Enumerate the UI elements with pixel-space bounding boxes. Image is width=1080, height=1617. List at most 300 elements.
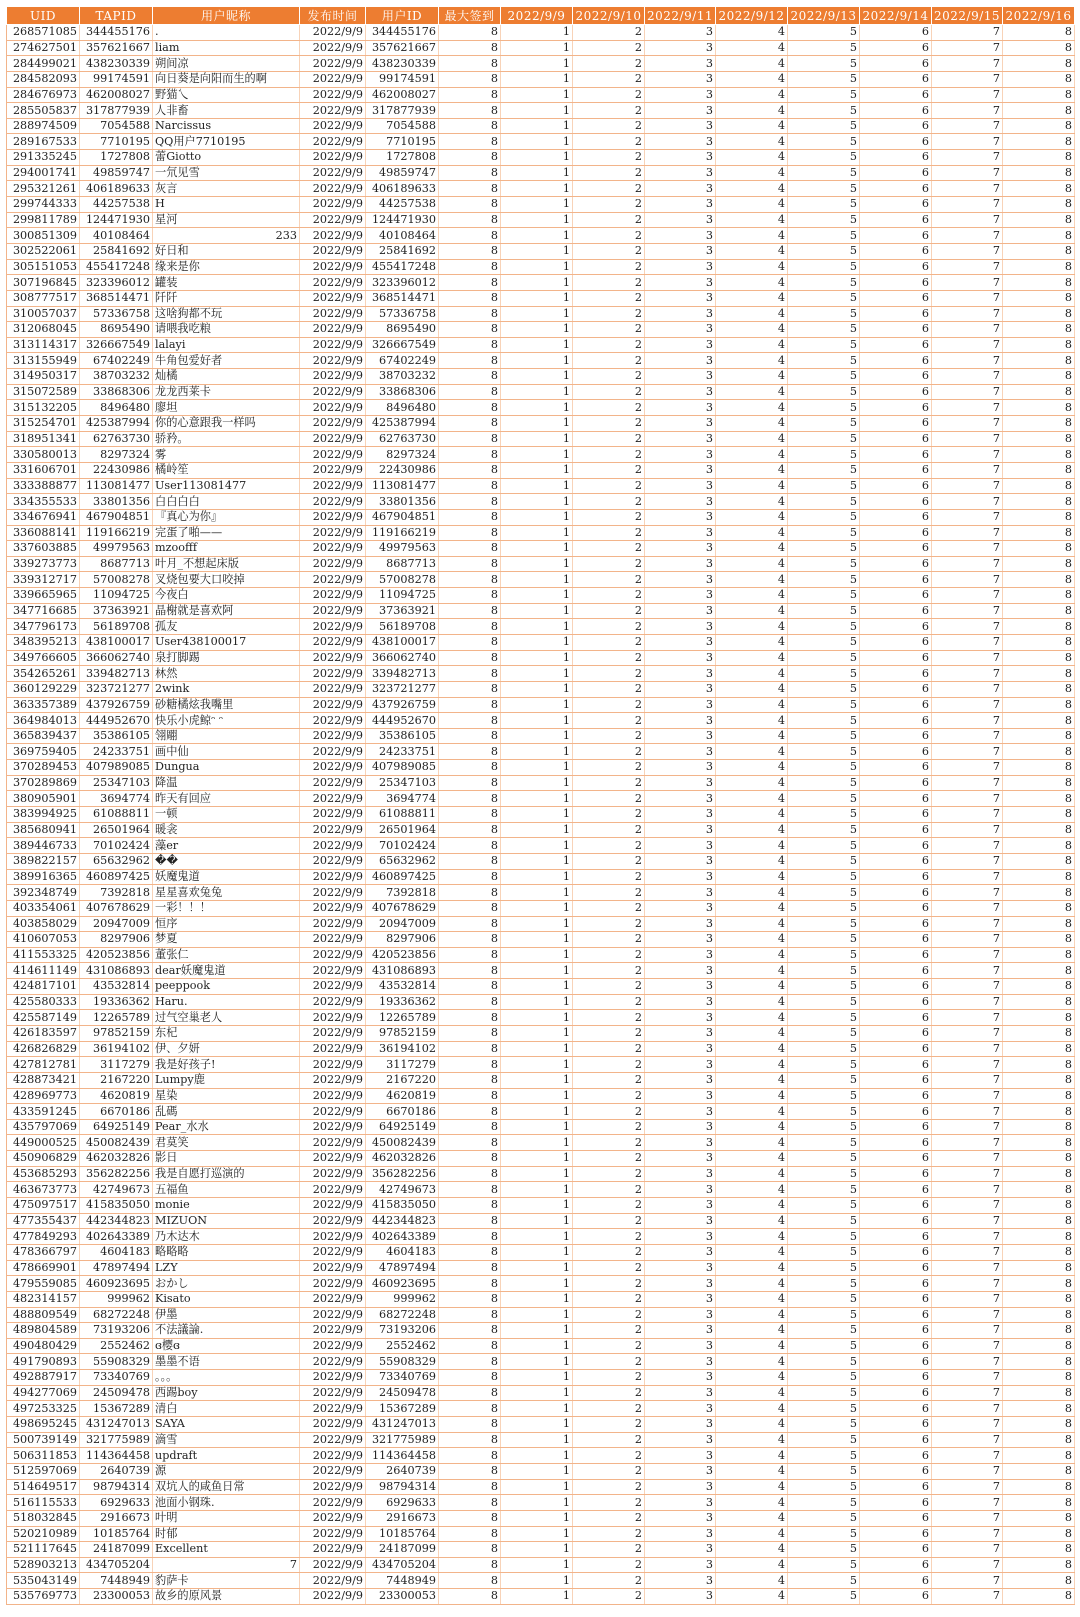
nickname-cell[interactable]: 暖衾 (153, 822, 300, 838)
day-checkin-cell[interactable]: 2 (573, 541, 645, 557)
day-checkin-cell[interactable]: 2 (573, 431, 645, 447)
max-checkin-cell[interactable]: 8 (439, 541, 501, 557)
tapid-cell[interactable]: 356282256 (80, 1166, 153, 1182)
tapid-cell[interactable]: 42749673 (80, 1182, 153, 1198)
publish-date-cell[interactable]: 2022/9/9 (300, 994, 366, 1010)
user-id-cell[interactable]: 35386105 (366, 728, 439, 744)
day-checkin-cell[interactable]: 4 (716, 1448, 788, 1464)
day-checkin-cell[interactable]: 7 (932, 447, 1003, 463)
day-checkin-cell[interactable]: 1 (501, 1432, 573, 1448)
day-checkin-cell[interactable]: 6 (860, 525, 932, 541)
day-checkin-cell[interactable]: 1 (501, 134, 573, 150)
day-checkin-cell[interactable]: 8 (1003, 478, 1075, 494)
uid-cell[interactable]: 492887917 (7, 1370, 80, 1386)
max-checkin-cell[interactable]: 8 (439, 744, 501, 760)
day-checkin-cell[interactable]: 2 (573, 1323, 645, 1339)
day-checkin-cell[interactable]: 2 (573, 306, 645, 322)
day-checkin-cell[interactable]: 1 (501, 1323, 573, 1339)
day-checkin-cell[interactable]: 4 (716, 963, 788, 979)
day-checkin-cell[interactable]: 3 (645, 1463, 716, 1479)
uid-cell[interactable]: 410607053 (7, 932, 80, 948)
tapid-cell[interactable]: 7710195 (80, 134, 153, 150)
day-checkin-cell[interactable]: 3 (645, 838, 716, 854)
nickname-cell[interactable]: 一彩！！！ (153, 900, 300, 916)
day-checkin-cell[interactable]: 2 (573, 150, 645, 166)
nickname-cell[interactable]: 灰言 (153, 181, 300, 197)
tapid-cell[interactable]: 6929633 (80, 1495, 153, 1511)
day-checkin-cell[interactable]: 7 (932, 697, 1003, 713)
day-checkin-cell[interactable]: 2 (573, 1041, 645, 1057)
user-id-cell[interactable]: 33801356 (366, 494, 439, 510)
day-checkin-cell[interactable]: 5 (788, 509, 860, 525)
uid-cell[interactable]: 364984013 (7, 713, 80, 729)
tapid-cell[interactable]: 999962 (80, 1291, 153, 1307)
day-checkin-cell[interactable]: 8 (1003, 963, 1075, 979)
day-checkin-cell[interactable]: 4 (716, 1510, 788, 1526)
day-checkin-cell[interactable]: 3 (645, 619, 716, 635)
day-checkin-cell[interactable]: 2 (573, 353, 645, 369)
tapid-cell[interactable]: 8687713 (80, 556, 153, 572)
day-checkin-cell[interactable]: 6 (860, 1119, 932, 1135)
column-header[interactable]: 用户昵称 (153, 7, 300, 25)
day-checkin-cell[interactable]: 2 (573, 932, 645, 948)
day-checkin-cell[interactable]: 6 (860, 1151, 932, 1167)
day-checkin-cell[interactable]: 1 (501, 1510, 573, 1526)
publish-date-cell[interactable]: 2022/9/9 (300, 447, 366, 463)
max-checkin-cell[interactable]: 8 (439, 979, 501, 995)
day-checkin-cell[interactable]: 3 (645, 1213, 716, 1229)
day-checkin-cell[interactable]: 4 (716, 243, 788, 259)
day-checkin-cell[interactable]: 6 (860, 1244, 932, 1260)
day-checkin-cell[interactable]: 5 (788, 1463, 860, 1479)
user-id-cell[interactable]: 462008027 (366, 87, 439, 103)
day-checkin-cell[interactable]: 8 (1003, 634, 1075, 650)
day-checkin-cell[interactable]: 6 (860, 838, 932, 854)
day-checkin-cell[interactable]: 5 (788, 728, 860, 744)
publish-date-cell[interactable]: 2022/9/9 (300, 353, 366, 369)
day-checkin-cell[interactable]: 1 (501, 1479, 573, 1495)
day-checkin-cell[interactable]: 6 (860, 1166, 932, 1182)
day-checkin-cell[interactable]: 8 (1003, 87, 1075, 103)
day-checkin-cell[interactable]: 2 (573, 1354, 645, 1370)
day-checkin-cell[interactable]: 6 (860, 900, 932, 916)
tapid-cell[interactable]: 406189633 (80, 181, 153, 197)
day-checkin-cell[interactable]: 7 (932, 1244, 1003, 1260)
max-checkin-cell[interactable]: 8 (439, 1276, 501, 1292)
publish-date-cell[interactable]: 2022/9/9 (300, 697, 366, 713)
day-checkin-cell[interactable]: 2 (573, 369, 645, 385)
day-checkin-cell[interactable]: 7 (932, 760, 1003, 776)
day-checkin-cell[interactable]: 3 (645, 900, 716, 916)
day-checkin-cell[interactable]: 5 (788, 603, 860, 619)
day-checkin-cell[interactable]: 7 (932, 1526, 1003, 1542)
nickname-cell[interactable]: 时郁 (153, 1526, 300, 1542)
day-checkin-cell[interactable]: 1 (501, 869, 573, 885)
day-checkin-cell[interactable]: 2 (573, 760, 645, 776)
day-checkin-cell[interactable]: 8 (1003, 1510, 1075, 1526)
user-id-cell[interactable]: 47897494 (366, 1260, 439, 1276)
day-checkin-cell[interactable]: 4 (716, 1010, 788, 1026)
day-checkin-cell[interactable]: 2 (573, 1119, 645, 1135)
nickname-cell[interactable]: 叶明 (153, 1510, 300, 1526)
max-checkin-cell[interactable]: 8 (439, 1432, 501, 1448)
day-checkin-cell[interactable]: 5 (788, 1479, 860, 1495)
max-checkin-cell[interactable]: 8 (439, 165, 501, 181)
day-checkin-cell[interactable]: 8 (1003, 1260, 1075, 1276)
max-checkin-cell[interactable]: 8 (439, 963, 501, 979)
tapid-cell[interactable]: 462008027 (80, 87, 153, 103)
tapid-cell[interactable]: 40108464 (80, 228, 153, 244)
day-checkin-cell[interactable]: 3 (645, 40, 716, 56)
day-checkin-cell[interactable]: 2 (573, 197, 645, 213)
day-checkin-cell[interactable]: 1 (501, 807, 573, 823)
publish-date-cell[interactable]: 2022/9/9 (300, 853, 366, 869)
max-checkin-cell[interactable]: 8 (439, 947, 501, 963)
day-checkin-cell[interactable]: 5 (788, 588, 860, 604)
user-id-cell[interactable]: 2167220 (366, 1072, 439, 1088)
day-checkin-cell[interactable]: 5 (788, 322, 860, 338)
day-checkin-cell[interactable]: 3 (645, 1557, 716, 1573)
nickname-cell[interactable]: peeppook (153, 979, 300, 995)
day-checkin-cell[interactable]: 3 (645, 979, 716, 995)
uid-cell[interactable]: 514649517 (7, 1479, 80, 1495)
day-checkin-cell[interactable]: 2 (573, 900, 645, 916)
nickname-cell[interactable]: 我是自愿打巡演的 (153, 1166, 300, 1182)
day-checkin-cell[interactable]: 7 (932, 290, 1003, 306)
nickname-cell[interactable]: 骄矜。 (153, 431, 300, 447)
user-id-cell[interactable]: 402643389 (366, 1229, 439, 1245)
day-checkin-cell[interactable]: 3 (645, 118, 716, 134)
tapid-cell[interactable]: 70102424 (80, 838, 153, 854)
publish-date-cell[interactable]: 2022/9/9 (300, 1276, 366, 1292)
nickname-cell[interactable]: 请喂我吃粮 (153, 322, 300, 338)
day-checkin-cell[interactable]: 6 (860, 1198, 932, 1214)
day-checkin-cell[interactable]: 4 (716, 322, 788, 338)
day-checkin-cell[interactable]: 7 (932, 1589, 1003, 1605)
day-checkin-cell[interactable]: 6 (860, 1338, 932, 1354)
day-checkin-cell[interactable]: 6 (860, 1432, 932, 1448)
day-checkin-cell[interactable]: 1 (501, 384, 573, 400)
day-checkin-cell[interactable]: 5 (788, 1135, 860, 1151)
day-checkin-cell[interactable]: 8 (1003, 572, 1075, 588)
tapid-cell[interactable]: 62763730 (80, 431, 153, 447)
uid-cell[interactable]: 318951341 (7, 431, 80, 447)
user-id-cell[interactable]: 23300053 (366, 1589, 439, 1605)
day-checkin-cell[interactable]: 5 (788, 994, 860, 1010)
column-header[interactable]: 发布时间 (300, 7, 366, 25)
day-checkin-cell[interactable]: 3 (645, 1510, 716, 1526)
day-checkin-cell[interactable]: 4 (716, 1135, 788, 1151)
day-checkin-cell[interactable]: 8 (1003, 1119, 1075, 1135)
max-checkin-cell[interactable]: 8 (439, 1338, 501, 1354)
uid-cell[interactable]: 305151053 (7, 259, 80, 275)
day-checkin-cell[interactable]: 7 (932, 588, 1003, 604)
day-checkin-cell[interactable]: 4 (716, 134, 788, 150)
user-id-cell[interactable]: 7054588 (366, 118, 439, 134)
user-id-cell[interactable]: 114364458 (366, 1448, 439, 1464)
tapid-cell[interactable]: 43532814 (80, 979, 153, 995)
day-checkin-cell[interactable]: 1 (501, 103, 573, 119)
day-checkin-cell[interactable]: 3 (645, 760, 716, 776)
day-checkin-cell[interactable]: 6 (860, 103, 932, 119)
publish-date-cell[interactable]: 2022/9/9 (300, 1229, 366, 1245)
day-checkin-cell[interactable]: 8 (1003, 775, 1075, 791)
publish-date-cell[interactable]: 2022/9/9 (300, 181, 366, 197)
day-checkin-cell[interactable]: 3 (645, 1135, 716, 1151)
day-checkin-cell[interactable]: 2 (573, 619, 645, 635)
tapid-cell[interactable]: 20947009 (80, 916, 153, 932)
uid-cell[interactable]: 528903213 (7, 1557, 80, 1573)
day-checkin-cell[interactable]: 2 (573, 744, 645, 760)
day-checkin-cell[interactable]: 5 (788, 431, 860, 447)
tapid-cell[interactable]: 6670186 (80, 1104, 153, 1120)
day-checkin-cell[interactable]: 7 (932, 40, 1003, 56)
uid-cell[interactable]: 424817101 (7, 979, 80, 995)
day-checkin-cell[interactable]: 7 (932, 1432, 1003, 1448)
user-id-cell[interactable]: 113081477 (366, 478, 439, 494)
day-checkin-cell[interactable]: 3 (645, 1354, 716, 1370)
publish-date-cell[interactable]: 2022/9/9 (300, 1495, 366, 1511)
day-checkin-cell[interactable]: 3 (645, 853, 716, 869)
day-checkin-cell[interactable]: 7 (932, 1354, 1003, 1370)
nickname-cell[interactable]: 清白 (153, 1401, 300, 1417)
day-checkin-cell[interactable]: 8 (1003, 1276, 1075, 1292)
day-checkin-cell[interactable]: 6 (860, 713, 932, 729)
day-checkin-cell[interactable]: 3 (645, 932, 716, 948)
day-checkin-cell[interactable]: 6 (860, 1463, 932, 1479)
user-id-cell[interactable]: 25841692 (366, 243, 439, 259)
day-checkin-cell[interactable]: 2 (573, 525, 645, 541)
day-checkin-cell[interactable]: 8 (1003, 181, 1075, 197)
publish-date-cell[interactable]: 2022/9/9 (300, 603, 366, 619)
day-checkin-cell[interactable]: 5 (788, 697, 860, 713)
uid-cell[interactable]: 347716685 (7, 603, 80, 619)
uid-cell[interactable]: 433591245 (7, 1104, 80, 1120)
day-checkin-cell[interactable]: 4 (716, 932, 788, 948)
day-checkin-cell[interactable]: 2 (573, 1573, 645, 1589)
day-checkin-cell[interactable]: 2 (573, 947, 645, 963)
day-checkin-cell[interactable]: 5 (788, 1229, 860, 1245)
day-checkin-cell[interactable]: 8 (1003, 807, 1075, 823)
max-checkin-cell[interactable]: 8 (439, 384, 501, 400)
day-checkin-cell[interactable]: 2 (573, 275, 645, 291)
day-checkin-cell[interactable]: 2 (573, 603, 645, 619)
uid-cell[interactable]: 488809549 (7, 1307, 80, 1323)
day-checkin-cell[interactable]: 6 (860, 1323, 932, 1339)
uid-cell[interactable]: 403858029 (7, 916, 80, 932)
day-checkin-cell[interactable]: 3 (645, 1244, 716, 1260)
user-id-cell[interactable]: 455417248 (366, 259, 439, 275)
day-checkin-cell[interactable]: 4 (716, 337, 788, 353)
uid-cell[interactable]: 337603885 (7, 541, 80, 557)
day-checkin-cell[interactable]: 2 (573, 588, 645, 604)
nickname-cell[interactable]: updraft (153, 1448, 300, 1464)
day-checkin-cell[interactable]: 5 (788, 525, 860, 541)
nickname-cell[interactable]: 我是好孩子! (153, 1057, 300, 1073)
max-checkin-cell[interactable]: 8 (439, 1260, 501, 1276)
max-checkin-cell[interactable]: 8 (439, 1573, 501, 1589)
user-id-cell[interactable]: 438100017 (366, 634, 439, 650)
day-checkin-cell[interactable]: 3 (645, 588, 716, 604)
day-checkin-cell[interactable]: 2 (573, 71, 645, 87)
uid-cell[interactable]: 369759405 (7, 744, 80, 760)
day-checkin-cell[interactable]: 7 (932, 212, 1003, 228)
user-id-cell[interactable]: 98794314 (366, 1479, 439, 1495)
nickname-cell[interactable]: 雾 (153, 447, 300, 463)
uid-cell[interactable]: 284582093 (7, 71, 80, 87)
day-checkin-cell[interactable]: 2 (573, 1370, 645, 1386)
max-checkin-cell[interactable]: 8 (439, 869, 501, 885)
day-checkin-cell[interactable]: 1 (501, 212, 573, 228)
tapid-cell[interactable]: 425387994 (80, 416, 153, 432)
day-checkin-cell[interactable]: 8 (1003, 1589, 1075, 1605)
publish-date-cell[interactable]: 2022/9/9 (300, 134, 366, 150)
uid-cell[interactable]: 463673773 (7, 1182, 80, 1198)
day-checkin-cell[interactable]: 3 (645, 212, 716, 228)
day-checkin-cell[interactable]: 2 (573, 494, 645, 510)
day-checkin-cell[interactable]: 4 (716, 603, 788, 619)
tapid-cell[interactable]: 434705204 (80, 1557, 153, 1573)
max-checkin-cell[interactable]: 8 (439, 71, 501, 87)
day-checkin-cell[interactable]: 1 (501, 259, 573, 275)
day-checkin-cell[interactable]: 4 (716, 728, 788, 744)
publish-date-cell[interactable]: 2022/9/9 (300, 25, 366, 41)
day-checkin-cell[interactable]: 2 (573, 322, 645, 338)
day-checkin-cell[interactable]: 6 (860, 994, 932, 1010)
nickname-cell[interactable]: Excellent (153, 1542, 300, 1558)
nickname-cell[interactable]: 伊墨 (153, 1307, 300, 1323)
day-checkin-cell[interactable]: 1 (501, 994, 573, 1010)
day-checkin-cell[interactable]: 8 (1003, 916, 1075, 932)
publish-date-cell[interactable]: 2022/9/9 (300, 822, 366, 838)
day-checkin-cell[interactable]: 4 (716, 165, 788, 181)
nickname-cell[interactable]: 罐装 (153, 275, 300, 291)
day-checkin-cell[interactable]: 7 (932, 744, 1003, 760)
user-id-cell[interactable]: 357621667 (366, 40, 439, 56)
day-checkin-cell[interactable]: 2 (573, 1417, 645, 1433)
day-checkin-cell[interactable]: 7 (932, 1542, 1003, 1558)
day-checkin-cell[interactable]: 6 (860, 306, 932, 322)
uid-cell[interactable]: 428969773 (7, 1088, 80, 1104)
day-checkin-cell[interactable]: 7 (932, 400, 1003, 416)
day-checkin-cell[interactable]: 4 (716, 1182, 788, 1198)
day-checkin-cell[interactable]: 1 (501, 322, 573, 338)
nickname-cell[interactable]: QQ用户7710195 (153, 134, 300, 150)
day-checkin-cell[interactable]: 2 (573, 822, 645, 838)
max-checkin-cell[interactable]: 8 (439, 1448, 501, 1464)
day-checkin-cell[interactable]: 2 (573, 259, 645, 275)
day-checkin-cell[interactable]: 7 (932, 1291, 1003, 1307)
nickname-cell[interactable]: 星染 (153, 1088, 300, 1104)
column-header[interactable]: UID (7, 7, 80, 25)
day-checkin-cell[interactable]: 2 (573, 869, 645, 885)
day-checkin-cell[interactable]: 6 (860, 1057, 932, 1073)
day-checkin-cell[interactable]: 3 (645, 25, 716, 41)
tapid-cell[interactable]: 113081477 (80, 478, 153, 494)
day-checkin-cell[interactable]: 3 (645, 1026, 716, 1042)
tapid-cell[interactable]: 460923695 (80, 1276, 153, 1292)
day-checkin-cell[interactable]: 4 (716, 947, 788, 963)
tapid-cell[interactable]: 431247013 (80, 1417, 153, 1433)
day-checkin-cell[interactable]: 2 (573, 916, 645, 932)
day-checkin-cell[interactable]: 3 (645, 259, 716, 275)
uid-cell[interactable]: 491790893 (7, 1354, 80, 1370)
day-checkin-cell[interactable]: 8 (1003, 822, 1075, 838)
day-checkin-cell[interactable]: 7 (932, 494, 1003, 510)
day-checkin-cell[interactable]: 7 (932, 25, 1003, 41)
day-checkin-cell[interactable]: 4 (716, 807, 788, 823)
tapid-cell[interactable]: 366062740 (80, 650, 153, 666)
day-checkin-cell[interactable]: 5 (788, 56, 860, 72)
day-checkin-cell[interactable]: 2 (573, 775, 645, 791)
max-checkin-cell[interactable]: 8 (439, 1323, 501, 1339)
day-checkin-cell[interactable]: 2 (573, 681, 645, 697)
nickname-cell[interactable]: User113081477 (153, 478, 300, 494)
day-checkin-cell[interactable]: 6 (860, 181, 932, 197)
uid-cell[interactable]: 315132205 (7, 400, 80, 416)
uid-cell[interactable]: 334676941 (7, 509, 80, 525)
day-checkin-cell[interactable]: 3 (645, 1385, 716, 1401)
user-id-cell[interactable]: 2916673 (366, 1510, 439, 1526)
uid-cell[interactable]: 363357389 (7, 697, 80, 713)
day-checkin-cell[interactable]: 3 (645, 353, 716, 369)
day-checkin-cell[interactable]: 3 (645, 416, 716, 432)
publish-date-cell[interactable]: 2022/9/9 (300, 1463, 366, 1479)
nickname-cell[interactable]: SAYA (153, 1417, 300, 1433)
day-checkin-cell[interactable]: 3 (645, 1041, 716, 1057)
max-checkin-cell[interactable]: 8 (439, 838, 501, 854)
day-checkin-cell[interactable]: 1 (501, 1198, 573, 1214)
tapid-cell[interactable]: 368514471 (80, 290, 153, 306)
day-checkin-cell[interactable]: 8 (1003, 1213, 1075, 1229)
day-checkin-cell[interactable]: 4 (716, 56, 788, 72)
tapid-cell[interactable]: 8695490 (80, 322, 153, 338)
publish-date-cell[interactable]: 2022/9/9 (300, 885, 366, 901)
day-checkin-cell[interactable]: 4 (716, 290, 788, 306)
day-checkin-cell[interactable]: 2 (573, 56, 645, 72)
nickname-cell[interactable]: 伊、夕妍 (153, 1041, 300, 1057)
day-checkin-cell[interactable]: 4 (716, 1479, 788, 1495)
day-checkin-cell[interactable]: 3 (645, 963, 716, 979)
day-checkin-cell[interactable]: 1 (501, 947, 573, 963)
nickname-cell[interactable]: ɞ樱ɞ (153, 1338, 300, 1354)
publish-date-cell[interactable]: 2022/9/9 (300, 431, 366, 447)
day-checkin-cell[interactable]: 7 (932, 885, 1003, 901)
day-checkin-cell[interactable]: 4 (716, 400, 788, 416)
max-checkin-cell[interactable]: 8 (439, 1589, 501, 1605)
day-checkin-cell[interactable]: 1 (501, 1276, 573, 1292)
publish-date-cell[interactable]: 2022/9/9 (300, 947, 366, 963)
day-checkin-cell[interactable]: 6 (860, 1589, 932, 1605)
day-checkin-cell[interactable]: 5 (788, 462, 860, 478)
day-checkin-cell[interactable]: 3 (645, 634, 716, 650)
publish-date-cell[interactable]: 2022/9/9 (300, 760, 366, 776)
max-checkin-cell[interactable]: 8 (439, 1370, 501, 1386)
publish-date-cell[interactable]: 2022/9/9 (300, 1072, 366, 1088)
day-checkin-cell[interactable]: 5 (788, 400, 860, 416)
day-checkin-cell[interactable]: 3 (645, 228, 716, 244)
tapid-cell[interactable]: 2916673 (80, 1510, 153, 1526)
day-checkin-cell[interactable]: 6 (860, 337, 932, 353)
day-checkin-cell[interactable]: 3 (645, 322, 716, 338)
max-checkin-cell[interactable]: 8 (439, 56, 501, 72)
nickname-cell[interactable]: 朔间凉 (153, 56, 300, 72)
nickname-cell[interactable]: 完蛋了啪—— (153, 525, 300, 541)
max-checkin-cell[interactable]: 8 (439, 650, 501, 666)
publish-date-cell[interactable]: 2022/9/9 (300, 1057, 366, 1073)
max-checkin-cell[interactable]: 8 (439, 40, 501, 56)
max-checkin-cell[interactable]: 8 (439, 1026, 501, 1042)
